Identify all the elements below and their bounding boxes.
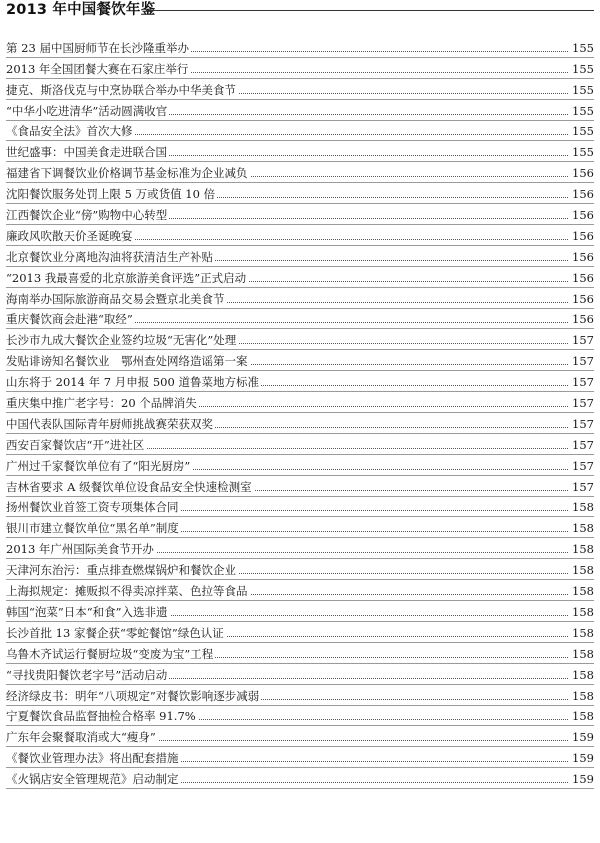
toc-entry[interactable] <box>6 183 594 204</box>
toc-entry-page-number: 157 <box>572 354 594 369</box>
toc-entry[interactable] <box>6 413 594 434</box>
toc-entry-title: 宁夏餐饮食品监督抽检合格率 91.7% <box>6 709 196 724</box>
toc-entry-page-number: 157 <box>572 416 594 431</box>
toc-entry-title: 捷克、斯洛伐克与中烹协联合举办中华美食节 <box>6 82 236 97</box>
toc-entry-page-number: 156 <box>572 291 594 306</box>
toc-entry-page-number: 155 <box>572 82 594 97</box>
book-title: 2013 年中国餐饮年鉴 <box>6 2 156 18</box>
toc-entry-page-number: 157 <box>572 396 594 411</box>
toc-entry-page-number: 156 <box>572 166 594 181</box>
toc-entry-page-number: 158 <box>572 667 594 682</box>
toc-entry[interactable] <box>6 455 594 476</box>
toc-entry-page-number: 158 <box>572 688 594 703</box>
toc-entry-title: 西安百家餐饮店“开”进社区 <box>6 437 145 452</box>
toc-entry-title: 《餐饮业管理办法》将出配套措施 <box>6 751 179 766</box>
toc-entry-title: 扬州餐饮业首签工资专项集体合同 <box>6 500 179 515</box>
toc-entry-title: 第 23 届中国厨师节在长沙隆重举办 <box>6 40 189 55</box>
toc-entry-title: 广东年会聚餐取消或大“瘦身” <box>6 730 156 745</box>
toc-entry-page-number: 156 <box>572 228 594 243</box>
toc-entry[interactable] <box>6 329 594 350</box>
toc-entry-title: 上海拟规定：摊贩拟不得卖凉拌菜、色拉等食品 <box>6 584 248 599</box>
toc-entry-title: 天津河东治污：重点排查燃煤锅炉和餐饮企业 <box>6 563 236 578</box>
toc-entry-page-number: 158 <box>572 542 594 557</box>
toc-entry-page-number: 156 <box>572 208 594 223</box>
toc-entry-title: 2013 年广州国际美食节开办 <box>6 542 154 557</box>
toc-entry-page-number: 158 <box>572 584 594 599</box>
toc-entry[interactable] <box>6 288 594 309</box>
toc-entry[interactable] <box>6 309 594 330</box>
toc-entry-page-number: 158 <box>572 709 594 724</box>
toc-entry-page-number: 157 <box>572 375 594 390</box>
toc-entry-page-number: 155 <box>572 124 594 139</box>
running-header <box>6 0 594 22</box>
toc-entry[interactable] <box>6 747 594 768</box>
toc-entry-page-number: 158 <box>572 521 594 536</box>
toc-entry[interactable] <box>6 58 594 79</box>
toc-entry-title: “寻找贵阳餐饮老字号”活动启动 <box>6 667 168 682</box>
toc-entry-page-number: 158 <box>572 563 594 578</box>
toc-entry[interactable] <box>6 225 594 246</box>
toc-entry[interactable] <box>6 246 594 267</box>
toc-entry-page-number: 159 <box>572 730 594 745</box>
toc-entry-page-number: 158 <box>572 500 594 515</box>
toc-entry-title: 江西餐饮企业“傍”购物中心转型 <box>6 208 168 223</box>
toc-entry[interactable] <box>6 162 594 183</box>
toc-entry[interactable] <box>6 643 594 664</box>
toc-entry-title: 广州过千家餐饮单位有了“阳光厨房” <box>6 458 191 473</box>
toc-entry-title: 长沙首批 13 家餐企获“零蛇餐馆”绿色认证 <box>6 625 224 640</box>
toc-entry[interactable] <box>6 100 594 121</box>
toc-entry[interactable] <box>6 622 594 643</box>
toc-entry-page-number: 156 <box>572 187 594 202</box>
toc-entry-page-number: 155 <box>572 40 594 55</box>
toc-entry[interactable] <box>6 685 594 706</box>
toc-entry-title: 《食品安全法》首次大修 <box>6 124 133 139</box>
toc-entry-title: 银川市建立餐饮单位“黑名单”制度 <box>6 521 179 536</box>
toc-entry[interactable] <box>6 601 594 622</box>
toc-entry-page-number: 159 <box>572 751 594 766</box>
toc-entry-page-number: 157 <box>572 479 594 494</box>
table-of-contents <box>6 37 594 789</box>
toc-entry[interactable] <box>6 768 594 789</box>
toc-entry[interactable] <box>6 371 594 392</box>
toc-entry[interactable] <box>6 121 594 142</box>
toc-entry[interactable] <box>6 706 594 727</box>
toc-entry[interactable] <box>6 517 594 538</box>
toc-entry-page-number: 156 <box>572 249 594 264</box>
toc-entry[interactable] <box>6 392 594 413</box>
toc-entry[interactable] <box>6 141 594 162</box>
toc-entry[interactable] <box>6 204 594 225</box>
toc-entry-title: 韩国“泡菜”日本“和食”入选非遗 <box>6 604 168 619</box>
toc-entry-title: “2013 我最喜爱的北京旅游美食评选”正式启动 <box>6 270 247 285</box>
toc-entry[interactable] <box>6 37 594 58</box>
toc-entry-title: 重庆集中推广老字号：20 个品牌消失 <box>6 396 197 411</box>
toc-entry-title: 山东将于 2014 年 7 月申报 500 道鲁菜地方标准 <box>6 375 259 390</box>
toc-entry[interactable] <box>6 559 594 580</box>
toc-entry-title: 福建省下调餐饮业价格调节基金标准为企业减负 <box>6 166 248 181</box>
toc-entry[interactable] <box>6 267 594 288</box>
header-rule <box>146 10 594 11</box>
toc-entry-page-number: 155 <box>572 145 594 160</box>
toc-entry-page-number: 159 <box>572 772 594 787</box>
toc-entry-page-number: 155 <box>572 103 594 118</box>
toc-entry[interactable] <box>6 726 594 747</box>
toc-entry[interactable] <box>6 434 594 455</box>
toc-entry-title: 经济绿皮书：明年“八项规定”对餐饮影响逐步减弱 <box>6 688 260 703</box>
toc-entry-title: 沈阳餐饮服务处罚上限 5 万或货值 10 倍 <box>6 187 216 202</box>
toc-entry-title: 海南举办国际旅游商品交易会暨京北美食节 <box>6 291 225 306</box>
toc-entry[interactable] <box>6 580 594 601</box>
toc-entry-page-number: 156 <box>572 270 594 285</box>
toc-entry-page-number: 158 <box>572 625 594 640</box>
toc-entry-title: 吉林省要求 A 级餐饮单位设食品安全快速检测室 <box>6 479 252 494</box>
toc-entry[interactable] <box>6 497 594 518</box>
toc-entry-title: 发贴诽谤知名餐饮业 鄂州查处网络造谣第一案 <box>6 354 248 369</box>
toc-entry-page-number: 158 <box>572 604 594 619</box>
toc-entry-title: 《火锅店安全管理规范》启动制定 <box>6 772 179 787</box>
toc-entry[interactable] <box>6 538 594 559</box>
toc-entry[interactable] <box>6 350 594 371</box>
toc-entry[interactable] <box>6 664 594 685</box>
toc-entry-page-number: 158 <box>572 646 594 661</box>
toc-entry-page-number: 156 <box>572 312 594 327</box>
toc-entry[interactable] <box>6 476 594 497</box>
toc-entry-title: 重庆餐饮商会赴港“取经” <box>6 312 133 327</box>
toc-entry-page-number: 155 <box>572 61 594 76</box>
toc-entry-title: 中国代表队国际青年厨师挑战赛荣获双奖 <box>6 416 213 431</box>
toc-entry-page-number: 157 <box>572 333 594 348</box>
toc-entry-title: 乌鲁木齐试运行餐厨垃圾“变废为宝”工程 <box>6 646 214 661</box>
toc-entry-title: 世纪盛事：中国美食走进联合国 <box>6 145 167 160</box>
toc-entry-page-number: 157 <box>572 458 594 473</box>
toc-entry-title: 长沙市九成大餐饮企业签约垃圾“无害化”处理 <box>6 333 237 348</box>
toc-entry[interactable] <box>6 79 594 100</box>
toc-entry-title: “中华小吃进清华”活动圆满收官 <box>6 103 168 118</box>
toc-entry-title: 廉政风吹散天价圣诞晚宴 <box>6 228 133 243</box>
toc-entry-title: 2013 年全国团餐大赛在石家庄举行 <box>6 61 189 76</box>
toc-entry-page-number: 157 <box>572 437 594 452</box>
toc-entry-title: 北京餐饮业分离地沟油将获清洁生产补贴 <box>6 249 213 264</box>
